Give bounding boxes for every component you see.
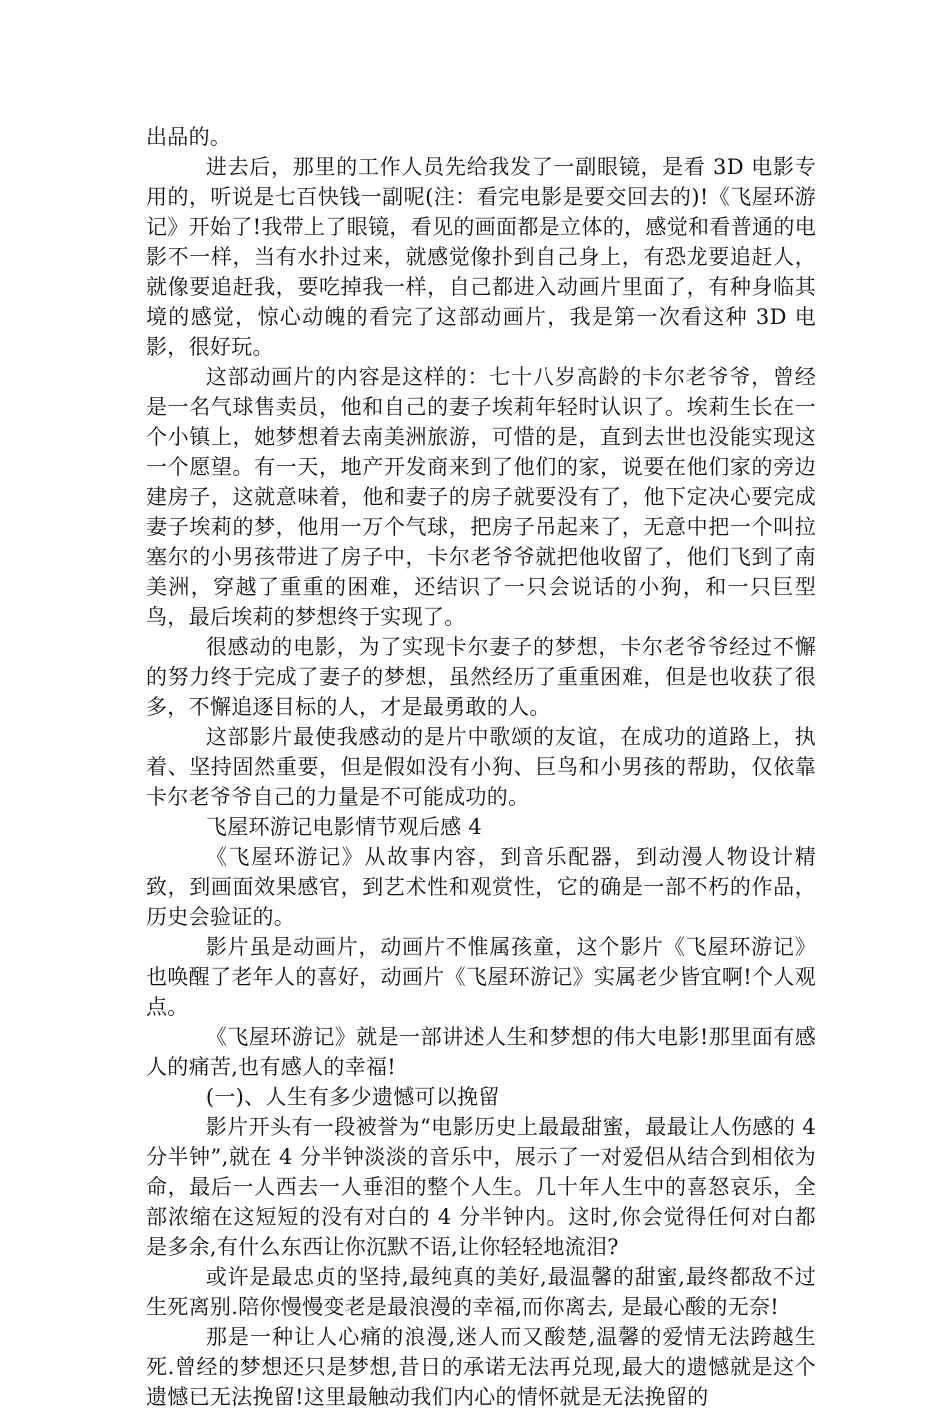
document-body [146, 122, 816, 1412]
paragraph-3: 这部动画片的内容是这样的：七十八岁高龄的卡尔老爷爷，曾经是一名气球售卖员，他和自己的妻子埃莉年轻时认识了。埃莉生长在一个小镇上，她梦想着去南美洲旅游，可惜的是，直到去世也没能实现这一个愿望。有一天，地产开发商来到了他们的家，说要在他们家的旁边建房子，这就意味着，他和妻子的房子就要没有了，他下定决心要完成妻子埃莉的梦，他用一万个气球，把房子吊起来了，无意中把一个叫拉塞尔的小男孩带进了房子中，卡尔老爷爷就把他收留了，他们飞到了南美洲，穿越了重重的困难，还结识了一只会说话的小狗，和一只巨型鸟，最后埃莉的梦想终于实现了。 [146, 365, 816, 629]
paragraph-11: 那是一种让人心痛的浪漫,迷人而又酸楚,温馨的爱情无法跨越生死.曾经的梦想还只是梦想,昔日的承诺无法再兑现,最大的遗憾就是这个遗憾已无法挽留!这里最触动我们内心的情怀就是无法挽留的 [146, 1325, 816, 1409]
paragraph-7: 影片虽是动画片，动画片不惟属孩童，这个影片《飞屋环游记》也唤醒了老年人的喜好，动画片《飞屋环游记》实属老少皆宜啊!个人观点。 [146, 935, 816, 1019]
paragraph-10: 或许是最忠贞的坚持,最纯真的美好,最温馨的甜蜜,最终都敌不过生死离别.陪你慢慢变老是最浪漫的幸福,而你离去, 是最心酸的无奈! [146, 1265, 816, 1319]
paragraph-6: 《飞屋环游记》从故事内容，到音乐配器，到动漫人物设计精致，到画面效果感官，到艺术性和观赏性，它的确是一部不朽的作品，历史会验证的。 [146, 845, 816, 929]
section-heading: 飞屋环游记电影情节观后感 4 [205, 815, 483, 839]
paragraph-2: 进去后，那里的工作人员先给我发了一副眼镜，是看 3D 电影专用的，听说是七百快钱一副呢(注：看完电影是要交回去的)!《飞屋环游记》开始了!我带上了眼镜，看见的画面都是立体的，感觉和看普通的电影不一样，当有水扑过来，就感觉像扑到自己身上，有恐龙要追赶人，就像要追赶我，要吃掉我一样，自己都进入动画片里面了，有种身临其境的感觉，惊心动魄的看完了这部动画片，我是第一次看这种 3D 电影，很好玩。 [146, 155, 816, 359]
paragraph-1: 出品的。 [146, 125, 232, 149]
subsection-heading: (一)、人生有多少遗憾可以挽留 [205, 1085, 500, 1109]
paragraph-4: 很感动的电影，为了实现卡尔妻子的梦想，卡尔老爷爷经过不懈的努力终于完成了妻子的梦想，虽然经历了重重困难，但是也收获了很多，不懈追逐目标的人，才是最勇敢的人。 [146, 635, 816, 719]
paragraph-9: 影片开头有一段被誉为“电影历史上最最甜蜜，最最让人伤感的 4 分半钟”,就在 4 分半钟淡淡的音乐中，展示了一对爱侣从结合到相依为命，最后一人西去一人垂泪的整个人生。几十年人生中的喜怒哀乐，全部浓缩在这短短的没有对白的 4 分半钟内。这时,你会觉得任何对白都是多余,有什么东西让你沉默不语,让你轻轻地流泪? [146, 1115, 816, 1259]
paragraph-5: 这部影片最使我感动的是片中歌颂的友谊，在成功的道路上，执着、坚持固然重要，但是假如没有小狗、巨鸟和小男孩的帮助，仅依靠卡尔老爷爷自己的力量是不可能成功的。 [146, 725, 816, 809]
paragraph-8: 《飞屋环游记》就是一部讲述人生和梦想的伟大电影!那里面有感人的痛苦,也有感人的幸福! [146, 1025, 816, 1079]
